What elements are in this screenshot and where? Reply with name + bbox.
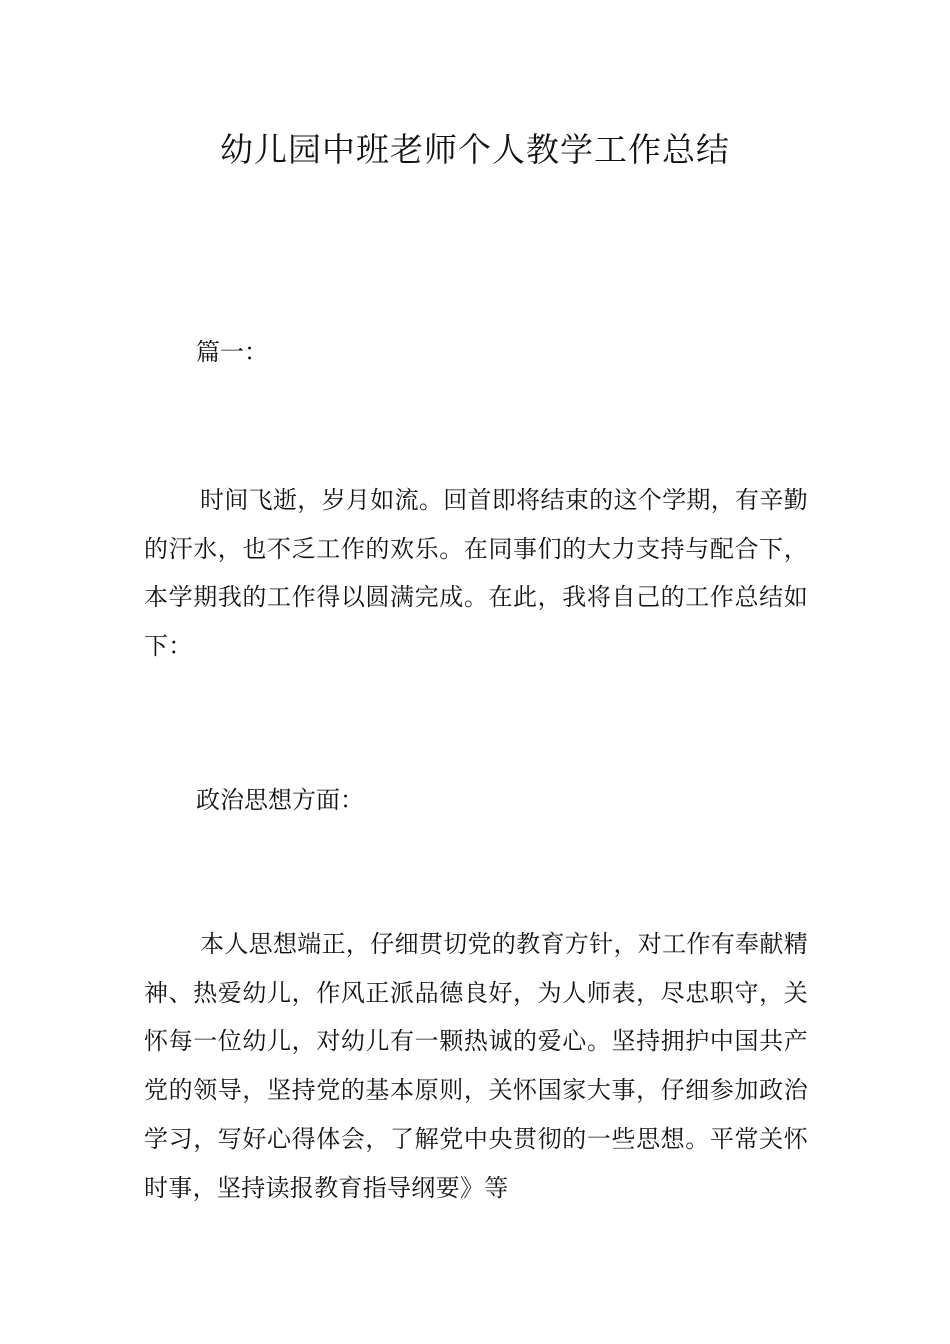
- document-title: 幼儿园中班老师个人教学工作总结: [220, 130, 730, 169]
- section-heading-1: 篇一：: [196, 338, 268, 366]
- section-paragraph-1: 时间飞逝，岁月如流。回首即将结束的这个学期，有辛勤的汗水，也不乏工作的欢乐。在同事们的大力支持与配合下，本学期我的工作得以圆满完成。在此，我将自己的工作总结如下：: [144, 486, 808, 661]
- section-heading-2: 政治思想方面：: [196, 786, 364, 814]
- section-paragraph-2: 本人思想端正，仔细贯切党的教育方针，对工作有奉献精神、热爱幼儿，作风正派品德良好，为人师表，尽忠职守，关怀每一位幼儿，对幼儿有一颗热诚的爱心。坚持拥护中国共产党的领导，坚持党的基本原则，关怀国家大事，仔细参加政治学习，写好心得体会，了解党中央贯彻的一些思想。平常关怀时事，坚持读报教育指导纲要》等: [144, 930, 808, 1202]
